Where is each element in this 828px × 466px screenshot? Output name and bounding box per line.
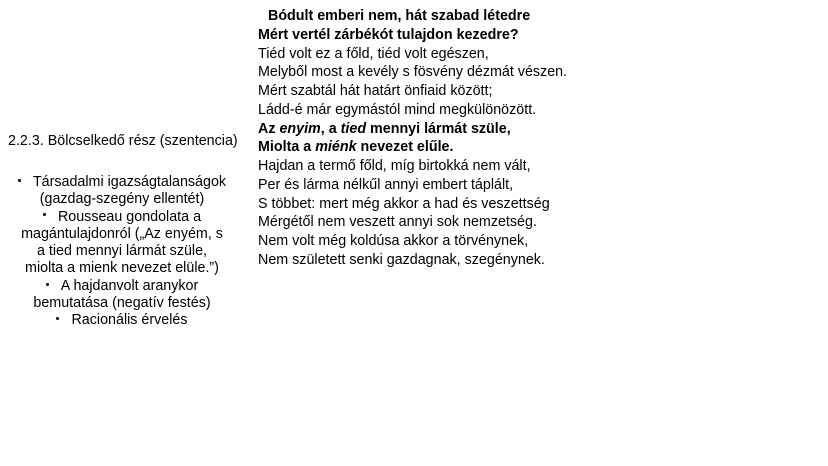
bullet-line: A hajdanvolt aranykor (46, 278, 199, 294)
section-heading: 2.2.3. Bölcselkedő rész (szentencia) (8, 133, 238, 149)
bullet-line: magántulajdonról („Az enyém, s (21, 225, 223, 242)
bullet-line: bemutatása (negatív festés) (33, 295, 211, 312)
bullet-item-social-injustice (0, 174, 244, 209)
poem-line: Bódult emberi nem, hát szabad létedre (268, 8, 531, 24)
bullet-icon (18, 179, 21, 182)
bullet-list (0, 174, 244, 330)
bullet-item-rational-argument (0, 312, 244, 329)
bullet-line: Társadalmi igazságtalanságok (18, 174, 226, 190)
bullet-item-rousseau (0, 209, 244, 278)
poem-line: S többet: mert még akkor a had és veszettség (258, 195, 550, 212)
poem-emphasis: tied (340, 120, 367, 137)
bullet-icon (56, 317, 59, 320)
poem-line: Az enyim, a tied mennyi lármát szüle, (258, 120, 511, 137)
poem-line: Hajdan a termő főld, míg birtokká nem vált, (258, 158, 531, 174)
bullet-line: a tied mennyi lármát szüle, (36, 243, 208, 260)
poem-line: Mérgétől nem veszett annyi sok nemzetség. (258, 214, 537, 231)
bullet-icon (46, 283, 49, 286)
bullet-line: (gazdag-szegény ellentét) (39, 191, 205, 208)
poem-emphasis: enyim (279, 120, 321, 137)
poem-line: Tiéd volt ez a főld, tiéd volt egészen, (258, 45, 489, 62)
poem-text (258, 7, 567, 270)
bullet-line: Rousseau gondolata a (43, 209, 201, 225)
poem-line: Miolta a miénk nevezet elűle. (258, 139, 454, 156)
poem-emphasis: miénk (315, 139, 357, 156)
poem-line: Mért vertél zárbékót tulajdon kezedre? (258, 26, 519, 43)
poem-line: Mért szabtál hát határt önfiaid között; (258, 83, 493, 99)
poem-line: Nem volt még koldúsa akkor a törvénynek, (258, 233, 529, 249)
poem-line: Nem született senki gazdagnak, szegénynek. (258, 251, 545, 268)
poem-line: Per és lárma nélkűl annyi embert táplált, (258, 176, 514, 193)
bullet-line: miolta a mienk nevezet elüle.”) (25, 260, 219, 277)
poem-line: Melyből most a kevély s fösvény dézmát vészen. (258, 64, 568, 81)
bullet-line: Racionális érvelés (56, 312, 187, 328)
bullet-item-golden-age (0, 278, 244, 313)
poem-line: Ládd-é már egymástól mind megkülönözött. (258, 101, 537, 118)
bullet-icon (43, 213, 46, 216)
